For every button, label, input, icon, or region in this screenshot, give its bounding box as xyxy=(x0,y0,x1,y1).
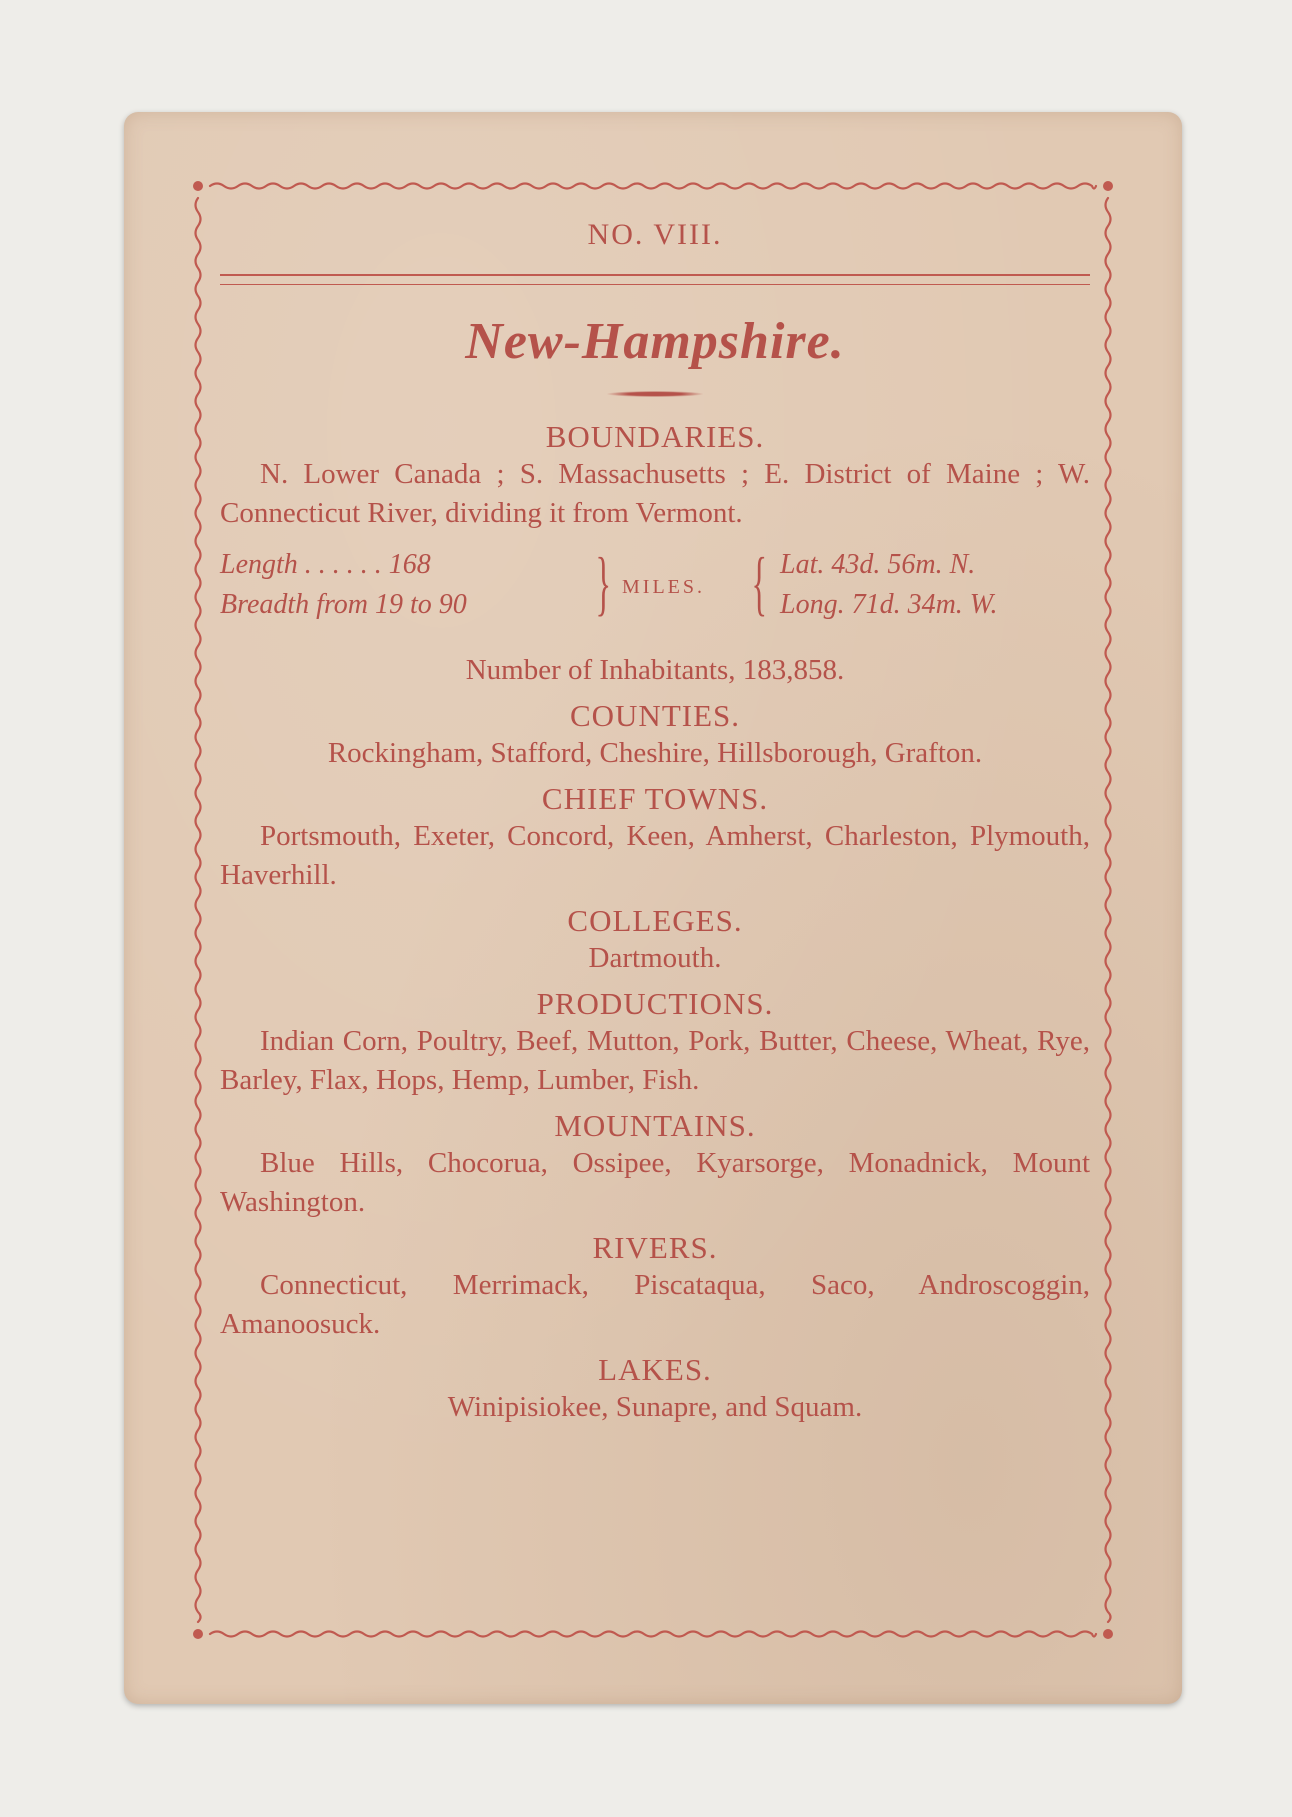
miles-unit: MILES. xyxy=(622,576,705,598)
chief-towns-text: Portsmouth, Exeter, Concord, Keen, Amherst, Charleston, Plymouth, Haverhill. xyxy=(220,820,1090,891)
dimensions-block xyxy=(220,545,1090,629)
mountains-heading: MOUNTAINS. xyxy=(554,1108,756,1143)
inhabitants-text: Number of Inhabitants, 183,858. xyxy=(465,654,845,686)
border-corner-ornament xyxy=(193,181,203,191)
card-content xyxy=(220,212,1090,1427)
breadth-row: Breadth from 19 to 90 xyxy=(220,589,467,620)
mountains-text: Blue Hills, Chocorua, Ossipee, Kyarsorge, Monadnick, Mount Washington. xyxy=(220,1147,1090,1218)
productions-text: Indian Corn, Poultry, Beef, Mutton, Pork, Butter, Cheese, Wheat, Rye, Barley, Flax, Hops, Hemp, Lumber, Fish. xyxy=(220,1025,1090,1096)
counties-text: Rockingham, Stafford, Cheshire, Hillsborough, Grafton. xyxy=(327,737,983,769)
border-left xyxy=(196,198,201,1622)
counties-heading: COUNTIES. xyxy=(569,698,741,733)
card-number: NO. VIII. xyxy=(587,218,723,251)
border-right xyxy=(1106,198,1111,1622)
boundaries-heading: BOUNDARIES. xyxy=(545,419,765,454)
lakes-heading: LAKES. xyxy=(598,1352,712,1387)
dimensions-right xyxy=(780,545,998,625)
border-top xyxy=(210,184,1096,189)
latitude-row: Lat. 43d. 56m. N. xyxy=(780,549,976,580)
left-brace: { xyxy=(751,543,768,623)
right-brace: } xyxy=(595,543,612,623)
border-corner-ornament xyxy=(193,1629,203,1639)
card xyxy=(124,112,1182,1704)
length-row: Length . . . . . . 168 xyxy=(220,549,431,580)
border-bottom xyxy=(210,1632,1096,1637)
chief-towns-heading: CHIEF TOWNS. xyxy=(541,781,769,816)
lakes-text: Winipisiokee, Sunapre, and Squam. xyxy=(447,1391,863,1423)
dimensions-left xyxy=(220,545,590,625)
title-ornament xyxy=(607,391,703,397)
boundaries-text: N. Lower Canada ; S. Massachusetts ; E. District of Maine ; W. Connecticut River, dividing it from Vermont. xyxy=(220,458,1090,529)
colleges-text: Dartmouth. xyxy=(588,942,722,974)
rivers-heading: RIVERS. xyxy=(592,1230,718,1265)
title-rule xyxy=(220,274,1090,285)
rivers-text: Connecticut, Merrimack, Piscataqua, Saco, Androscoggin, Amanoosuck. xyxy=(220,1269,1090,1340)
productions-heading: PRODUCTIONS. xyxy=(536,986,774,1021)
state-title: New-Hampshire. xyxy=(465,313,845,370)
colleges-heading: COLLEGES. xyxy=(567,903,743,938)
border-corner-ornament xyxy=(1103,1629,1113,1639)
longitude-row: Long. 71d. 34m. W. xyxy=(780,589,998,620)
border-corner-ornament xyxy=(1103,181,1113,191)
